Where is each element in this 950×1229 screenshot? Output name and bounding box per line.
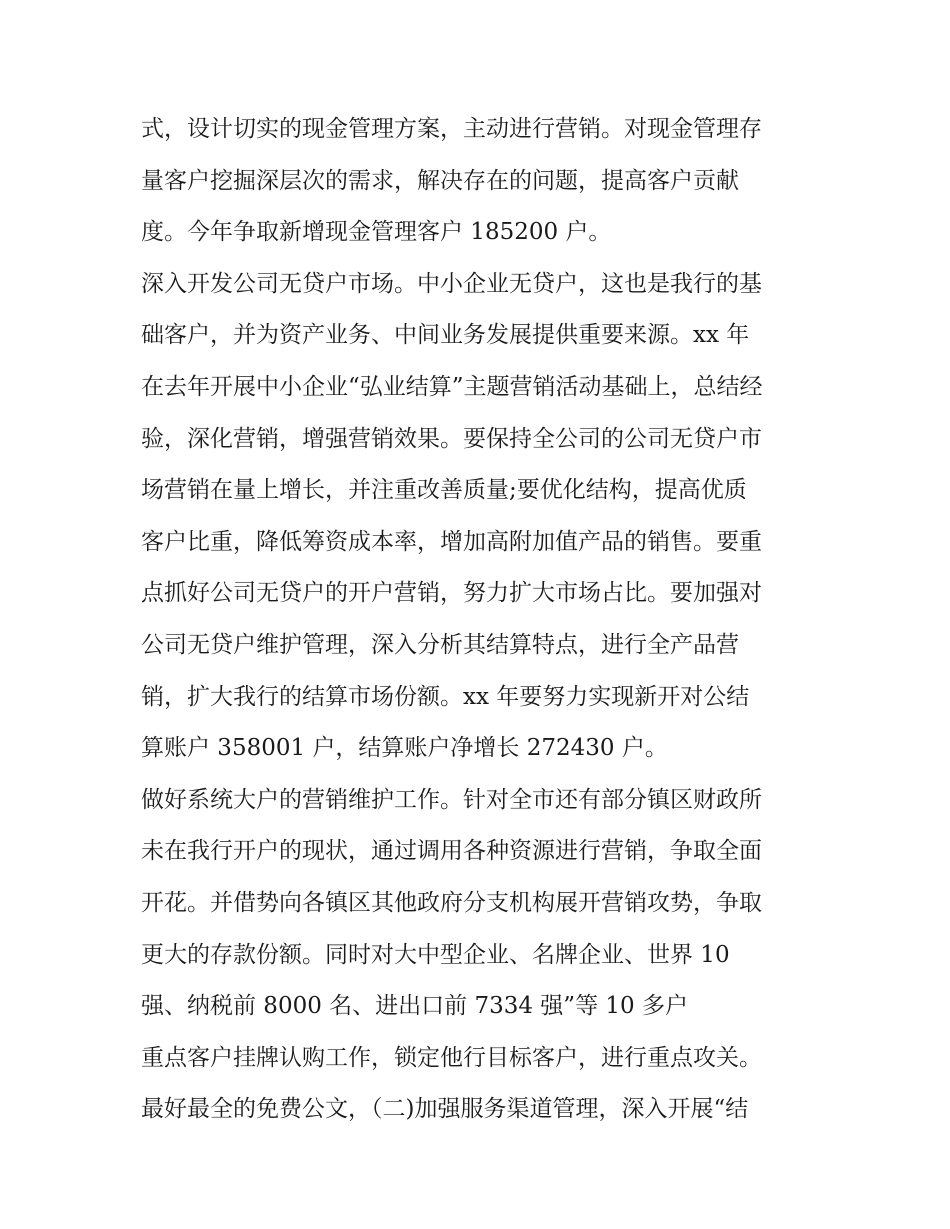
text-line: 未在我行开户的现状，通过调用各种资源进行营销，争取全面 <box>141 838 762 865</box>
text-line: 点抓好公司无贷户的开户营销，努力扩大市场占比。要加强对 <box>141 580 762 607</box>
text-line: 式，设计切实的现金管理方案，主动进行营销。对现金管理存 <box>141 116 762 142</box>
text-line: 公司无贷户维护管理，深入分析其结算特点，进行全产品营 <box>141 631 739 658</box>
text-line: 最好最全的免费公文，（二)加强服务渠道管理，深入开展“结 <box>141 1096 749 1123</box>
text-line: 重点客户挂牌认购工作，锁定他行目标客户，进行重点攻关。 <box>141 1044 762 1071</box>
text-line: 在去年开展中小企业“弘业结算”主题营销活动基础上，总结经 <box>141 373 763 400</box>
text-line: 强、纳税前 8000 名、进出口前 7334 强”等 10 多户 <box>141 993 688 1020</box>
text-line: 度。今年争取新增现金管理客户 185200 户。 <box>141 219 612 246</box>
text-line: 更大的存款份额。同时对大中型企业、名牌企业、世界 10 <box>141 941 730 968</box>
text-line: 开花。并借势向各镇区其他政府分支机构展开营销攻势，争取 <box>141 889 762 916</box>
text-line: 深入开发公司无贷户市场。中小企业无贷户，这也是我行的基 <box>141 270 762 297</box>
text-line: 验，深化营销，增强营销效果。要保持全公司的公司无贷户市 <box>141 425 762 452</box>
text-line: 客户比重，降低筹资成本率，增加高附加值产品的销售。要重 <box>141 528 762 555</box>
text-line: 场营销在量上增长，并注重改善质量;要优化结构，提高优质 <box>141 477 747 504</box>
body-text <box>141 104 821 1136</box>
text-line: 础客户，并为资产业务、中间业务发展提供重要来源。xx 年 <box>141 322 750 349</box>
text-line: 算账户 358001 户，结算账户净增长 272430 户。 <box>141 735 668 762</box>
text-line: 量客户挖掘深层次的需求，解决存在的问题，提高客户贡献 <box>141 167 739 194</box>
text-line: 做好系统大户的营销维护工作。针对全市还有部分镇区财政所 <box>141 786 762 813</box>
text-line: 销，扩大我行的结算市场份额。xx 年要努力实现新开对公结 <box>141 683 750 710</box>
